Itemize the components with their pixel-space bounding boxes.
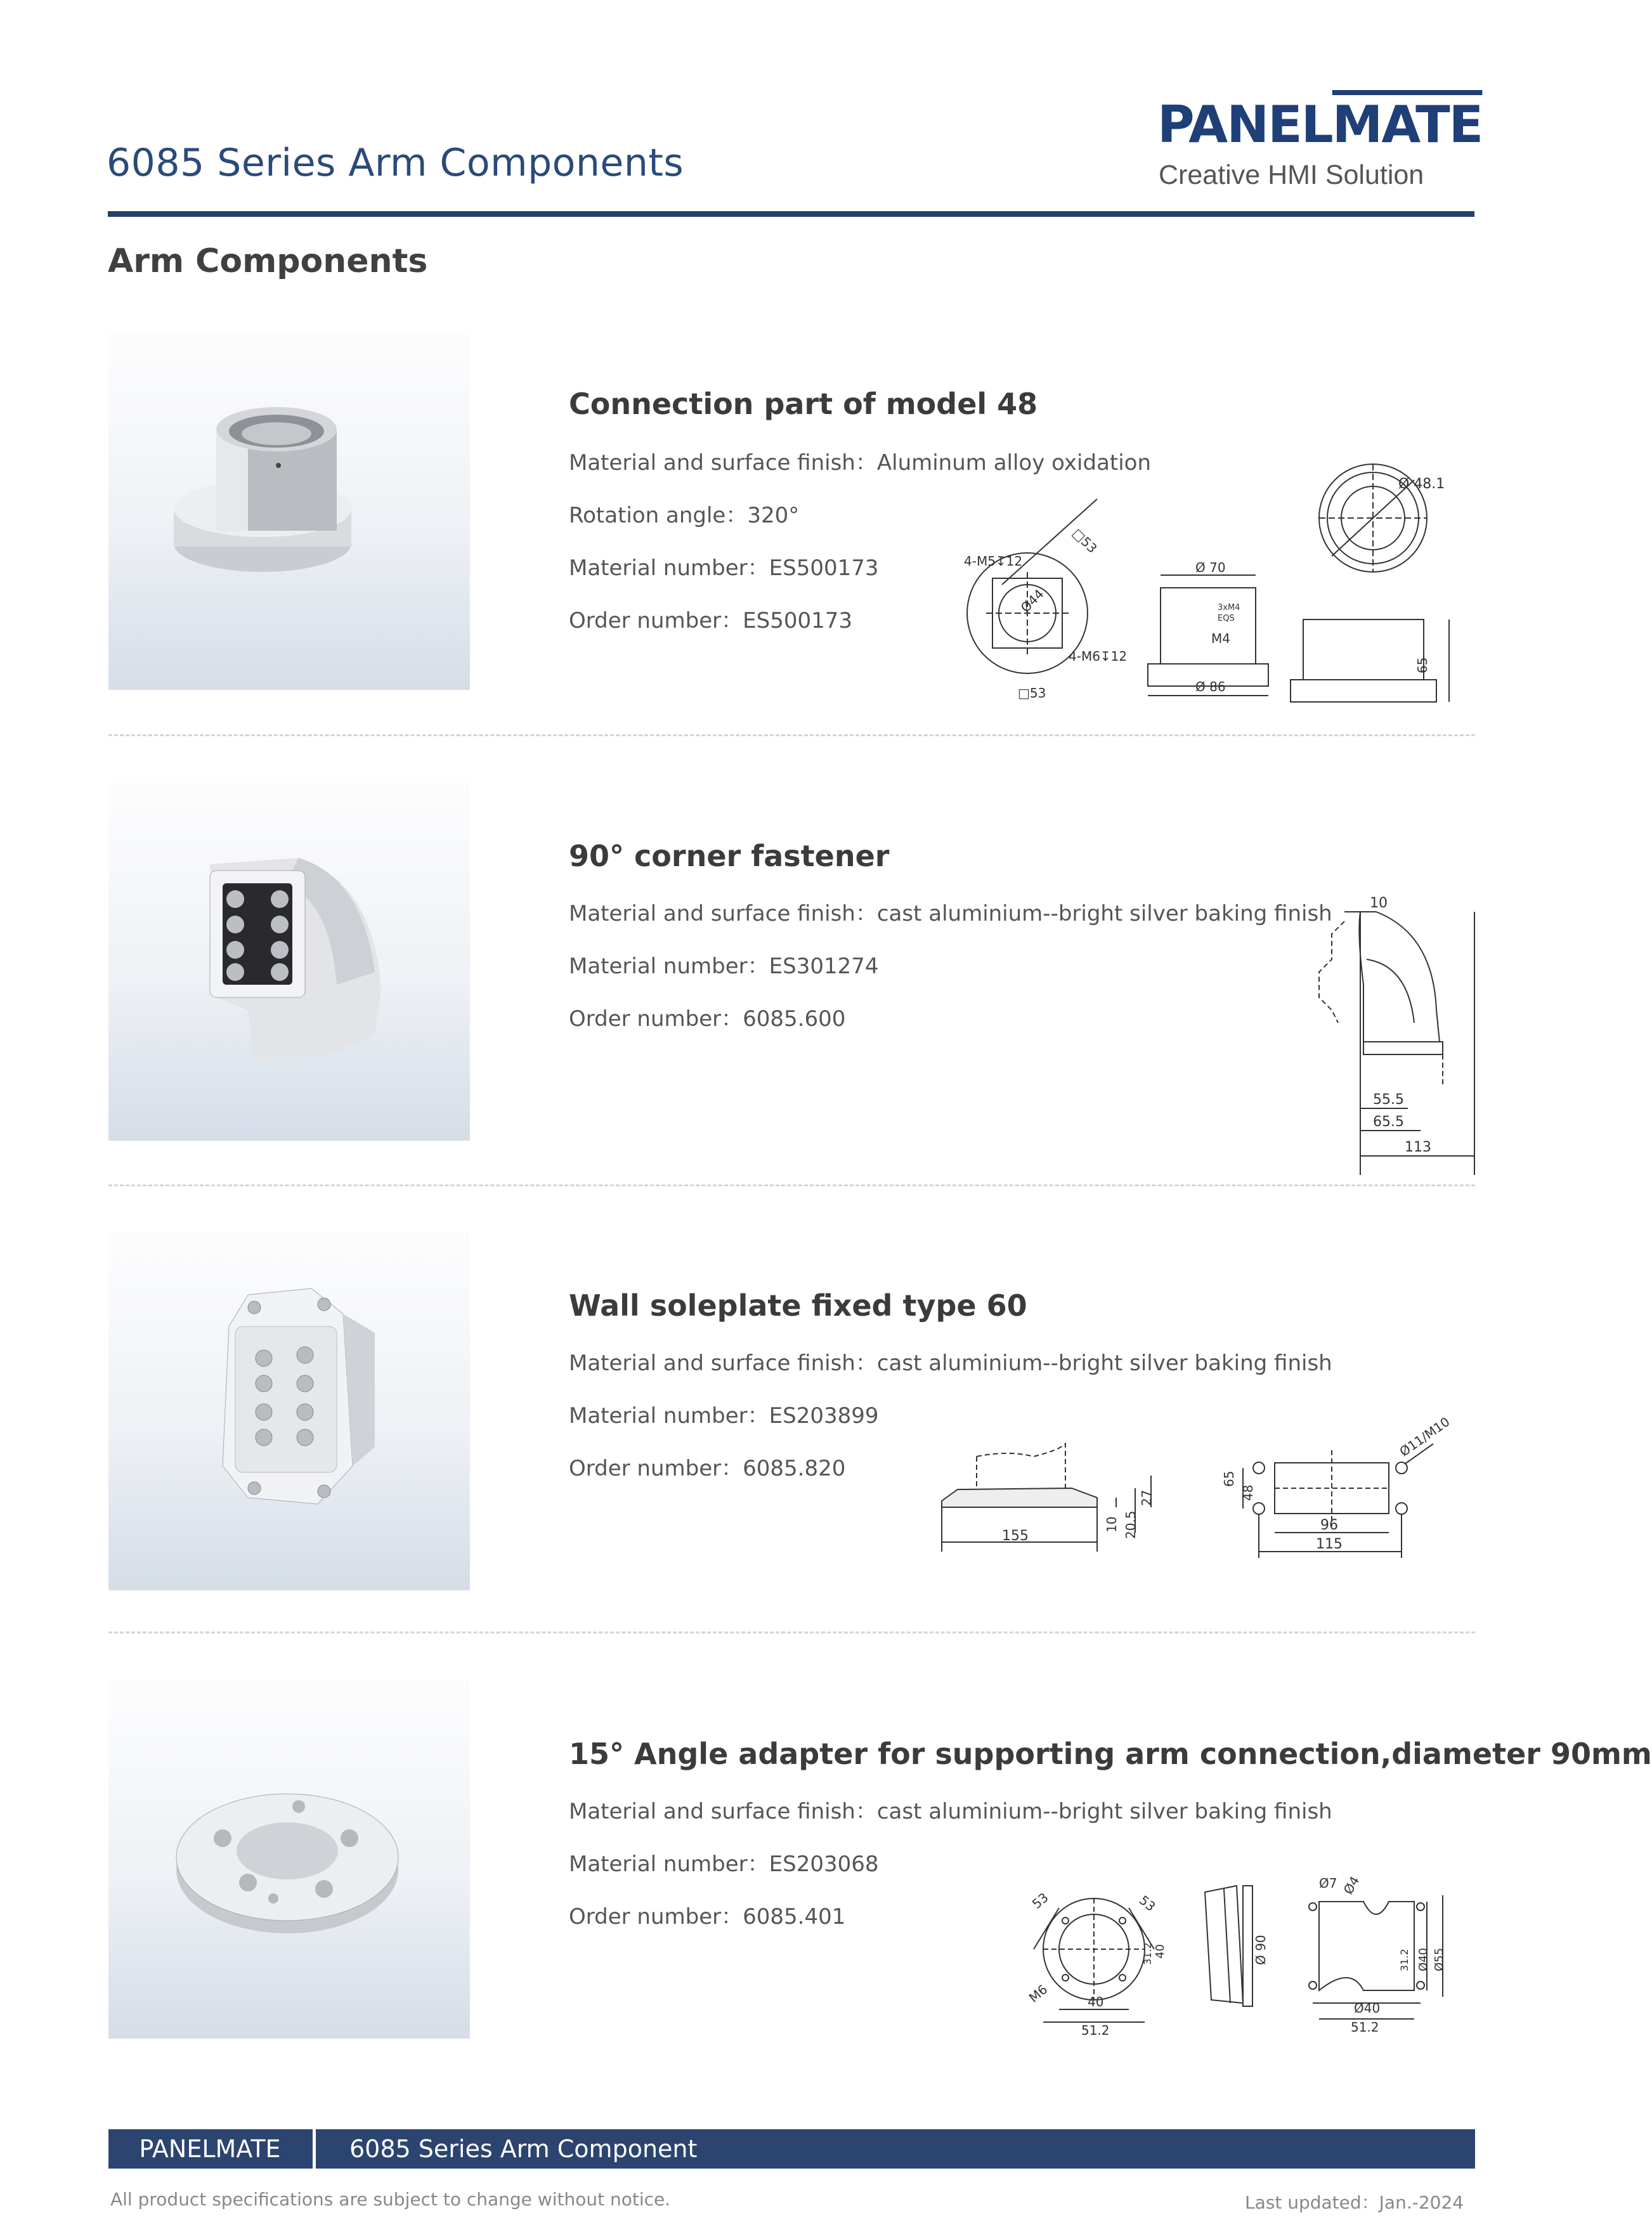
page-title: 6085 Series Arm Components: [107, 141, 684, 185]
dim-label: 65: [1221, 1470, 1237, 1487]
dim-label: Ø44: [1017, 586, 1047, 616]
footer-updated: Last updated：Jan.-2024: [1245, 2192, 1464, 2213]
panelmate-logo: [1157, 95, 1483, 197]
dim-label: M6: [1025, 1982, 1051, 2006]
logo-wordmark: PANELMATE: [1157, 95, 1483, 154]
technical-drawing: [1306, 896, 1481, 1188]
spec-material-number: Material number：ES301274: [569, 954, 879, 979]
dim-label: Ø 70: [1195, 560, 1226, 575]
spec-rotation: Rotation angle：320°: [569, 503, 800, 528]
spec-order-number: Order number：ES500173: [569, 608, 852, 633]
dim-label: 65.5: [1373, 1114, 1404, 1130]
dim-label: 3xM4: [1218, 603, 1240, 613]
dim-label: 31.2: [1398, 1949, 1410, 1971]
spec-order-number: Order number：6085.600: [569, 1006, 846, 1032]
dim-label: Ø7: [1319, 1876, 1337, 1891]
logo-tagline: Creative HMI Solution: [1159, 160, 1424, 190]
spec-order-number: Order number：6085.820: [569, 1456, 846, 1481]
footer-bar: [108, 2129, 1475, 2169]
spec-material: Material and surface finish：cast aluminium--bright silver baking finish: [569, 1351, 1332, 1376]
dim-label: 4-M6↧12: [1069, 649, 1128, 664]
dim-label: 10: [1104, 1516, 1119, 1533]
dim-label: Ø 86: [1195, 679, 1226, 694]
dim-label: 96: [1320, 1517, 1338, 1533]
section-divider: [108, 1184, 1475, 1186]
dim-label: 27: [1139, 1489, 1154, 1506]
dim-label: 20.5: [1123, 1510, 1138, 1539]
dim-label: Ø 90: [1253, 1935, 1268, 1965]
technical-drawing: [1021, 1873, 1465, 2041]
product-photo: [108, 1231, 470, 1590]
dim-label: 155: [1002, 1528, 1029, 1544]
dim-label: 31.2: [1141, 1942, 1154, 1965]
dim-label: 53: [1029, 1890, 1051, 1912]
spec-material-number: Material number：ES203899: [569, 1403, 879, 1429]
dim-label: 40: [1154, 1944, 1167, 1959]
dim-label: 51.2: [1081, 2023, 1110, 2038]
product-title: 90° corner fastener: [569, 839, 890, 873]
dim-label: 10: [1370, 895, 1388, 911]
dim-label: □53: [1018, 685, 1046, 701]
product-card: [0, 782, 1574, 1162]
dim-label: 51.2: [1351, 2020, 1379, 2035]
dim-label: Ø40: [1417, 1947, 1430, 1971]
dim-label: 53: [1136, 1892, 1159, 1915]
dim-label: 113: [1405, 1139, 1431, 1155]
spec-order-number: Order number：6085.401: [569, 1904, 846, 1930]
spec-material: Material and surface finish：cast aluminium--bright silver baking finish: [569, 901, 1332, 926]
product-card: [0, 1231, 1574, 1612]
header-rule: [108, 211, 1474, 217]
spec-material: Material and surface finish：Aluminum alloy oxidation: [569, 450, 1152, 476]
product-card: [0, 331, 1574, 711]
technical-drawing: [932, 1413, 1471, 1564]
technical-drawing: [951, 458, 1459, 711]
section-divider: [108, 734, 1475, 736]
spec-material-number: Material number：ES500173: [569, 555, 879, 581]
dim-label: 55.5: [1373, 1092, 1404, 1108]
dim-label: Ø55: [1433, 1947, 1446, 1971]
section-title: Arm Components: [108, 242, 428, 280]
dim-label: Ø4: [1340, 1873, 1363, 1897]
footer-brand: PANELMATE: [139, 2135, 281, 2163]
dim-label: Ø11/M10: [1396, 1413, 1453, 1460]
spec-material: Material and surface finish：cast aluminium--bright silver baking finish: [569, 1799, 1332, 1824]
footer-doc-title: 6085 Series Arm Component: [349, 2135, 698, 2163]
product-card: [0, 1680, 1652, 2060]
dim-label: 115: [1316, 1536, 1343, 1552]
spec-material-number: Material number：ES203068: [569, 1852, 879, 1877]
product-photo: [108, 1680, 470, 2039]
dim-label: 40: [1088, 1994, 1104, 2009]
product-title: Connection part of model 48: [569, 387, 1038, 421]
dim-label: □53: [1069, 525, 1100, 556]
product-title: Wall soleplate fixed type 60: [569, 1288, 1027, 1323]
dim-label: Ø 48.1: [1398, 476, 1445, 492]
dim-label: M4: [1211, 631, 1230, 646]
product-photo: [108, 331, 470, 690]
dim-label: 4-M5↧12: [964, 554, 1023, 569]
dim-label: 65: [1415, 657, 1430, 673]
footer-notice: All product specifications are subject to change without notice.: [110, 2189, 671, 2210]
footer-separator: [313, 2129, 316, 2169]
section-divider: [108, 1631, 1475, 1633]
dim-label: Ø40: [1354, 2001, 1381, 2016]
dim-label: EQS: [1218, 614, 1235, 623]
product-photo: [108, 782, 470, 1141]
product-title: 15° Angle adapter for supporting arm connection,diameter 90mm: [569, 1737, 1652, 1771]
dim-label: 48: [1240, 1484, 1256, 1501]
